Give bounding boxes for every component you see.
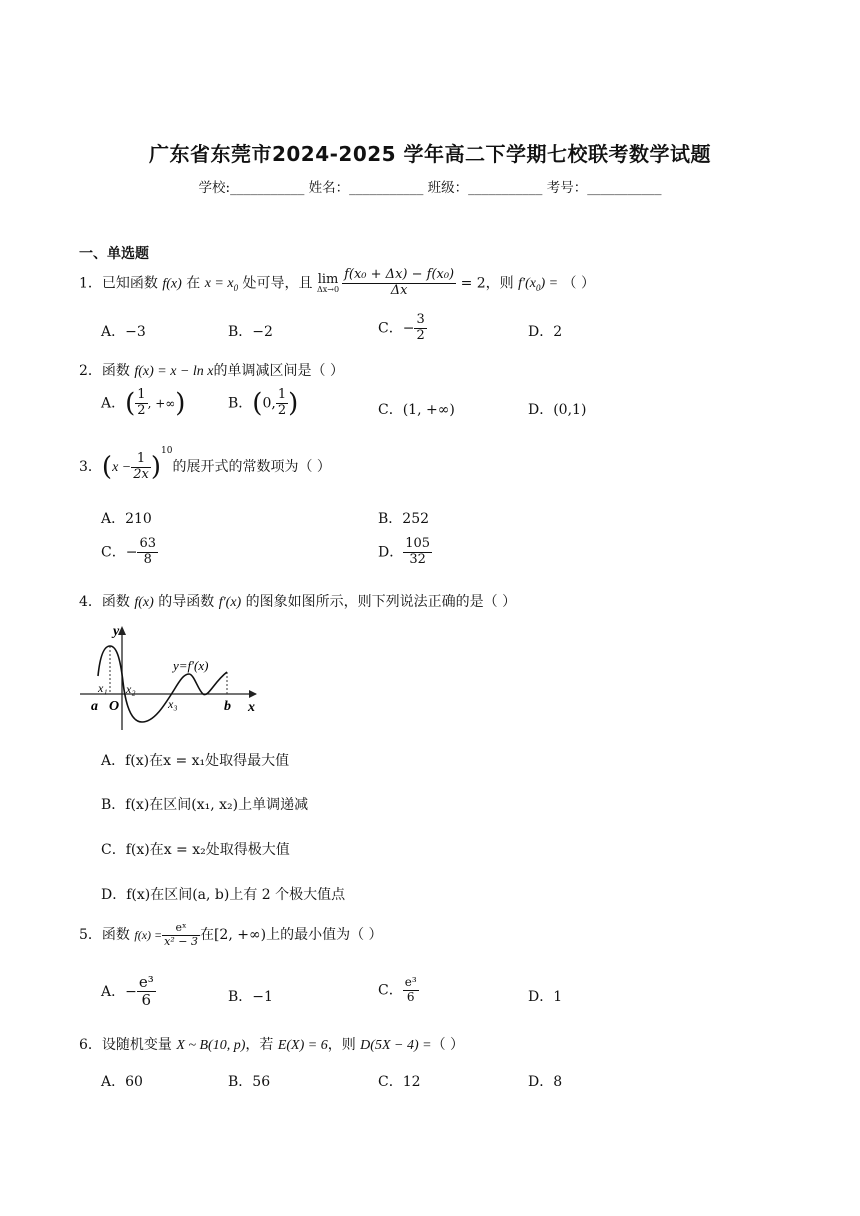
graph-curve-label: y=f′(x) bbox=[173, 658, 209, 673]
q6-option-b: B．56 bbox=[228, 1074, 271, 1090]
graph-o-label: O bbox=[109, 699, 120, 714]
q5-option-a: A．− $\frac{\text{e³}}{6}$ bbox=[101, 973, 154, 1010]
class-label: 班级： bbox=[427, 180, 469, 196]
q6-expr-1: X ~ B(10, p) bbox=[176, 1038, 246, 1053]
q3-fraction: $\frac{1}{2x}$ bbox=[133, 450, 149, 482]
q6-text-4: （ ） bbox=[431, 1037, 465, 1053]
q1-fx: f(x) bbox=[162, 276, 182, 292]
q6-option-d: D．8 bbox=[528, 1074, 563, 1090]
graph-a-label: a bbox=[91, 699, 98, 714]
q1-text-4: ，则 bbox=[485, 275, 514, 292]
q4-option-d: D．f(x)在区间(a, b)上有 2 个极大值点 bbox=[101, 887, 346, 903]
q2-option-c: C．(1, +∞) bbox=[378, 402, 455, 418]
q2-text-2: 的单调减区间是（ ） bbox=[213, 363, 344, 379]
q1-option-d: D．2 bbox=[528, 324, 563, 340]
q4-option-a: A．f(x)在x = x₁处取得最大值 bbox=[101, 753, 290, 769]
q3-x: x − bbox=[112, 460, 132, 475]
id-label: 考号： bbox=[546, 180, 588, 196]
q1-fraction: $\frac{\text{f(x₀ + Δx) − f(x₀)}}{\Delta x}$ bbox=[344, 267, 455, 298]
q3-number: 3． bbox=[79, 459, 102, 475]
q5-text-1: 函数 bbox=[101, 927, 130, 944]
q5-option-b: B．−1 bbox=[228, 989, 273, 1005]
q1-number: 1． bbox=[79, 275, 102, 292]
q3-option-b: B．252 bbox=[378, 511, 430, 527]
q4-option-c: C．f(x)在x = x₂处取得极大值 bbox=[101, 842, 290, 858]
q1-limit: lim Δx→0 bbox=[317, 271, 340, 294]
q1-option-b: B．−2 bbox=[228, 324, 273, 340]
id-blank: ___________ bbox=[587, 180, 662, 196]
graph-y-label: y bbox=[113, 624, 120, 639]
q3-exponent: 10 bbox=[161, 446, 173, 456]
question-6 bbox=[79, 1034, 464, 1054]
q5-fraction: $\frac{\text{eˣ}}{\text{x² − 3}}$ bbox=[164, 921, 198, 948]
q4-number: 4． bbox=[79, 594, 102, 610]
question-3: 3．(x − $\frac{1}{2x}$ )$^{10}$的展开式的常数项为（ ） bbox=[79, 446, 331, 482]
question-2 bbox=[79, 360, 344, 380]
q6-expr-3: D(5X − 4) = bbox=[360, 1038, 432, 1053]
q1-eq-value: = 2 bbox=[460, 275, 486, 292]
question-1 bbox=[79, 268, 595, 299]
graph-x1-label: x₁ bbox=[98, 681, 108, 695]
name-label: 姓名： bbox=[308, 180, 350, 196]
derivative-graph bbox=[76, 618, 266, 733]
x-axis-arrow bbox=[249, 690, 257, 698]
q1-text-5: （ ） bbox=[562, 275, 595, 292]
q4-text-2: 的导函数 bbox=[158, 594, 215, 610]
page-title: 广东省东莞市2024-2025 学年高二下学期七校联考数学试题 bbox=[148, 142, 712, 166]
school-label: 学校: bbox=[198, 180, 231, 196]
q6-text-1: 设随机变量 bbox=[101, 1037, 172, 1053]
q4-fx: f(x) bbox=[134, 595, 154, 610]
q5-option-c: C． $\frac{\text{e³}}{6}$ bbox=[378, 975, 417, 1004]
graph-b-label: b bbox=[224, 699, 231, 714]
q2-option-b: B．(0, $\frac{1}{2}$ ) bbox=[228, 387, 299, 419]
q1-text-2: 在 bbox=[186, 275, 201, 292]
section-title: 一、单选题 bbox=[79, 246, 149, 262]
school-blank: ___________ bbox=[230, 180, 305, 196]
question-4 bbox=[79, 591, 516, 611]
q6-text-3: ，则 bbox=[327, 1037, 356, 1053]
q5-number: 5． bbox=[79, 927, 102, 944]
q5-text-2: 在[2, +∞)上的最小值为（ ） bbox=[199, 927, 383, 944]
graph-x-label: x bbox=[248, 700, 255, 715]
graph-x2-label: x₂ bbox=[126, 682, 136, 696]
q3-option-d: D． $\frac{105}{32}$ bbox=[378, 536, 431, 567]
q6-option-c: C．12 bbox=[378, 1074, 421, 1090]
q6-text-2: ，若 bbox=[245, 1037, 274, 1053]
q5-fx: f(x) = bbox=[134, 928, 163, 943]
q2-expr: f(x) = x − ln x bbox=[134, 364, 214, 379]
q6-number: 6． bbox=[79, 1037, 102, 1053]
q4-option-b: B．f(x)在区间(x₁, x₂)上单调递减 bbox=[101, 797, 309, 813]
q2-number: 2． bbox=[79, 363, 102, 379]
class-blank: ___________ bbox=[468, 180, 543, 196]
q2-option-a: A．( $\frac{1}{2}$ , +∞) bbox=[101, 387, 186, 419]
q5-option-d: D．1 bbox=[528, 989, 563, 1005]
q1-text-1: 已知函数 bbox=[101, 275, 158, 292]
q2-text-1: 函数 bbox=[101, 363, 130, 379]
q1-fprime: $f'(x_0)$ = bbox=[518, 276, 559, 294]
q1-text-3: 处可导，且 bbox=[242, 275, 313, 292]
student-info-line bbox=[0, 176, 860, 196]
name-blank: ___________ bbox=[349, 180, 424, 196]
q4-text-3: 的图象如图所示，则下列说法正确的是（ ） bbox=[245, 594, 517, 610]
q1-option-c: C．− $\frac{3}{2}$ bbox=[378, 312, 425, 343]
q6-expr-2: E(X) = 6 bbox=[277, 1038, 328, 1053]
q3-option-a: A．210 bbox=[101, 511, 152, 527]
q3-text: 的展开式的常数项为（ ） bbox=[172, 459, 331, 475]
question-5 bbox=[79, 922, 383, 948]
q6-option-a: A．60 bbox=[101, 1074, 143, 1090]
q4-fpx: f′(x) bbox=[218, 595, 242, 610]
q1-x-eq-x0: $x = x_0$ bbox=[204, 276, 239, 294]
graph-x3-label: x₃ bbox=[168, 697, 178, 711]
q3-option-c: C．− $\frac{63}{8}$ bbox=[101, 536, 156, 567]
q2-option-d: D．(0,1) bbox=[528, 402, 587, 418]
q4-text-1: 函数 bbox=[101, 594, 130, 610]
q1-option-a: A．−3 bbox=[101, 324, 146, 340]
